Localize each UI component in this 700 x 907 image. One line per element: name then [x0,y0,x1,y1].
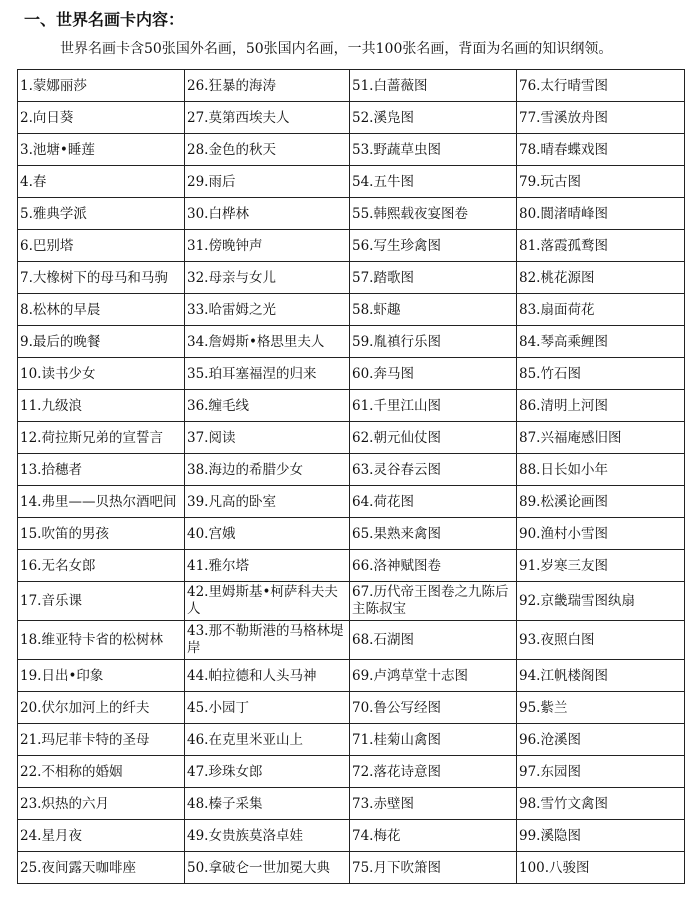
table-cell: 37.阅读 [185,422,350,454]
table-row [18,230,685,262]
table-cell: 8.松林的早晨 [18,294,185,326]
table-cell: 99.溪隐图 [517,820,685,852]
table-cell: 57.踏歌图 [350,262,517,294]
table-cell: 67.历代帝王图卷之九陈后主陈叔宝 [350,582,517,621]
table-cell: 76.太行晴雪图 [517,70,685,102]
table-cell: 1.蒙娜丽莎 [18,70,185,102]
table-cell: 5.雅典学派 [18,198,185,230]
table-cell: 49.女贵族莫洛卓娃 [185,820,350,852]
table-row [18,454,685,486]
section-heading: 一、世界名画卡内容： [24,10,185,29]
table-cell: 89.松溪论画图 [517,486,685,518]
table-cell: 85.竹石图 [517,358,685,390]
table-cell: 81.落霞孤鹜图 [517,230,685,262]
table-cell: 80.閬渚晴峰图 [517,198,685,230]
table-row [18,582,685,621]
table-cell: 94.江帆楼阁图 [517,660,685,692]
table-row [18,326,685,358]
table-cell: 44.帕拉德和人头马神 [185,660,350,692]
table-cell: 66.洛神赋图卷 [350,550,517,582]
table-row [18,486,685,518]
table-row [18,102,685,134]
table-cell: 11.九级浪 [18,390,185,422]
table-cell: 18.维亚特卡省的松树林 [18,621,185,660]
table-cell: 21.玛尼菲卡特的圣母 [18,724,185,756]
table-cell: 58.虾趣 [350,294,517,326]
table-cell: 25.夜间露天咖啡座 [18,852,185,884]
table-cell: 96.沧溪图 [517,724,685,756]
table-cell: 45.小园丁 [185,692,350,724]
table-row [18,422,685,454]
table-cell: 15.吹笛的男孩 [18,518,185,550]
table-cell: 65.果熟来禽图 [350,518,517,550]
table-cell: 73.赤壁图 [350,788,517,820]
table-row [18,621,685,660]
table-cell: 92.京畿瑞雪图纨扇 [517,582,685,621]
table-cell: 38.海边的希腊少女 [185,454,350,486]
table-cell: 61.千里江山图 [350,390,517,422]
table-cell: 74.梅花 [350,820,517,852]
table-row [18,692,685,724]
table-cell: 33.哈雷姆之光 [185,294,350,326]
table-row [18,518,685,550]
table-cell: 6.巴别塔 [18,230,185,262]
table-cell: 63.灵谷春云图 [350,454,517,486]
table-row [18,550,685,582]
table-cell: 30.白桦林 [185,198,350,230]
table-cell: 43.那不勒斯港的马格林堤岸 [185,621,350,660]
table-cell: 78.晴春蝶戏图 [517,134,685,166]
table-cell: 39.凡高的卧室 [185,486,350,518]
table-cell: 68.石湖图 [350,621,517,660]
table-cell: 22.不相称的婚姻 [18,756,185,788]
table-cell: 54.五牛图 [350,166,517,198]
table-cell: 40.宫娥 [185,518,350,550]
table-cell: 82.桃花源图 [517,262,685,294]
table-cell: 59.胤禛行乐图 [350,326,517,358]
table-cell: 24.星月夜 [18,820,185,852]
table-cell: 79.玩古图 [517,166,685,198]
table-cell: 95.紫兰 [517,692,685,724]
table-cell: 75.月下吹箫图 [350,852,517,884]
table-cell: 69.卢鸿草堂十志图 [350,660,517,692]
table-cell: 88.日长如小年 [517,454,685,486]
table-cell: 29.雨后 [185,166,350,198]
table-cell: 9.最后的晚餐 [18,326,185,358]
table-cell: 93.夜照白图 [517,621,685,660]
intro-text: 世界名画卡含50张国外名画，50张国内名画，一共100张名画，背面为名画的知识纲领。 [60,41,613,57]
table-cell: 72.落花诗意图 [350,756,517,788]
table-row [18,820,685,852]
table-row [18,262,685,294]
table-cell: 87.兴福庵感旧图 [517,422,685,454]
table-cell: 52.溪凫图 [350,102,517,134]
table-cell: 62.朝元仙仗图 [350,422,517,454]
table-row [18,852,685,884]
table-cell: 14.弗里——贝热尔酒吧间 [18,486,185,518]
table-cell: 53.野蔬草虫图 [350,134,517,166]
table-cell: 3.池塘•睡莲 [18,134,185,166]
table-cell: 70.鲁公写经图 [350,692,517,724]
table-cell: 77.雪溪放舟图 [517,102,685,134]
table-cell: 86.清明上河图 [517,390,685,422]
table-cell: 98.雪竹文禽图 [517,788,685,820]
table-cell: 13.拾穗者 [18,454,185,486]
table-cell: 23.炽热的六月 [18,788,185,820]
table-cell: 41.雅尔塔 [185,550,350,582]
table-cell: 17.音乐课 [18,582,185,621]
table-cell: 36.缠毛线 [185,390,350,422]
table-cell: 7.大橡树下的母马和马驹 [18,262,185,294]
table-cell: 4.春 [18,166,185,198]
table-cell: 19.日出•印象 [18,660,185,692]
table-row [18,756,685,788]
table-row [18,724,685,756]
table-cell: 42.里姆斯基•柯萨科夫夫人 [185,582,350,621]
table-cell: 32.母亲与女儿 [185,262,350,294]
table-cell: 48.榛子采集 [185,788,350,820]
table-row [18,788,685,820]
table-row [18,294,685,326]
table-row [18,70,685,102]
table-cell: 2.向日葵 [18,102,185,134]
table-cell: 97.东园图 [517,756,685,788]
table-cell: 100.八骏图 [517,852,685,884]
table-cell: 64.荷花图 [350,486,517,518]
table-cell: 60.奔马图 [350,358,517,390]
table-cell: 31.傍晚钟声 [185,230,350,262]
table-cell: 12.荷拉斯兄弟的宣誓言 [18,422,185,454]
table-cell: 90.渔村小雪图 [517,518,685,550]
table-cell: 10.读书少女 [18,358,185,390]
table-row [18,660,685,692]
table-cell: 28.金色的秋天 [185,134,350,166]
table-row [18,166,685,198]
table-row [18,358,685,390]
table-row [18,390,685,422]
table-cell: 34.詹姆斯•格思里夫人 [185,326,350,358]
table-cell: 50.拿破仑一世加冕大典 [185,852,350,884]
table-cell: 26.狂暴的海涛 [185,70,350,102]
table-row [18,134,685,166]
table-cell: 35.珀耳塞福涅的归来 [185,358,350,390]
table-row [18,198,685,230]
table-cell: 84.琴高乘鲤图 [517,326,685,358]
painting-card-table [17,69,685,884]
table-cell: 46.在克里米亚山上 [185,724,350,756]
table-cell: 91.岁寒三友图 [517,550,685,582]
table-cell: 71.桂菊山禽图 [350,724,517,756]
table-cell: 55.韩熙载夜宴图卷 [350,198,517,230]
table-cell: 47.珍珠女郎 [185,756,350,788]
table-cell: 20.伏尔加河上的纤夫 [18,692,185,724]
table-cell: 56.写生珍禽图 [350,230,517,262]
table-cell: 16.无名女郎 [18,550,185,582]
table-cell: 51.白蔷薇图 [350,70,517,102]
table-cell: 83.扇面荷花 [517,294,685,326]
table-cell: 27.莫第西埃夫人 [185,102,350,134]
